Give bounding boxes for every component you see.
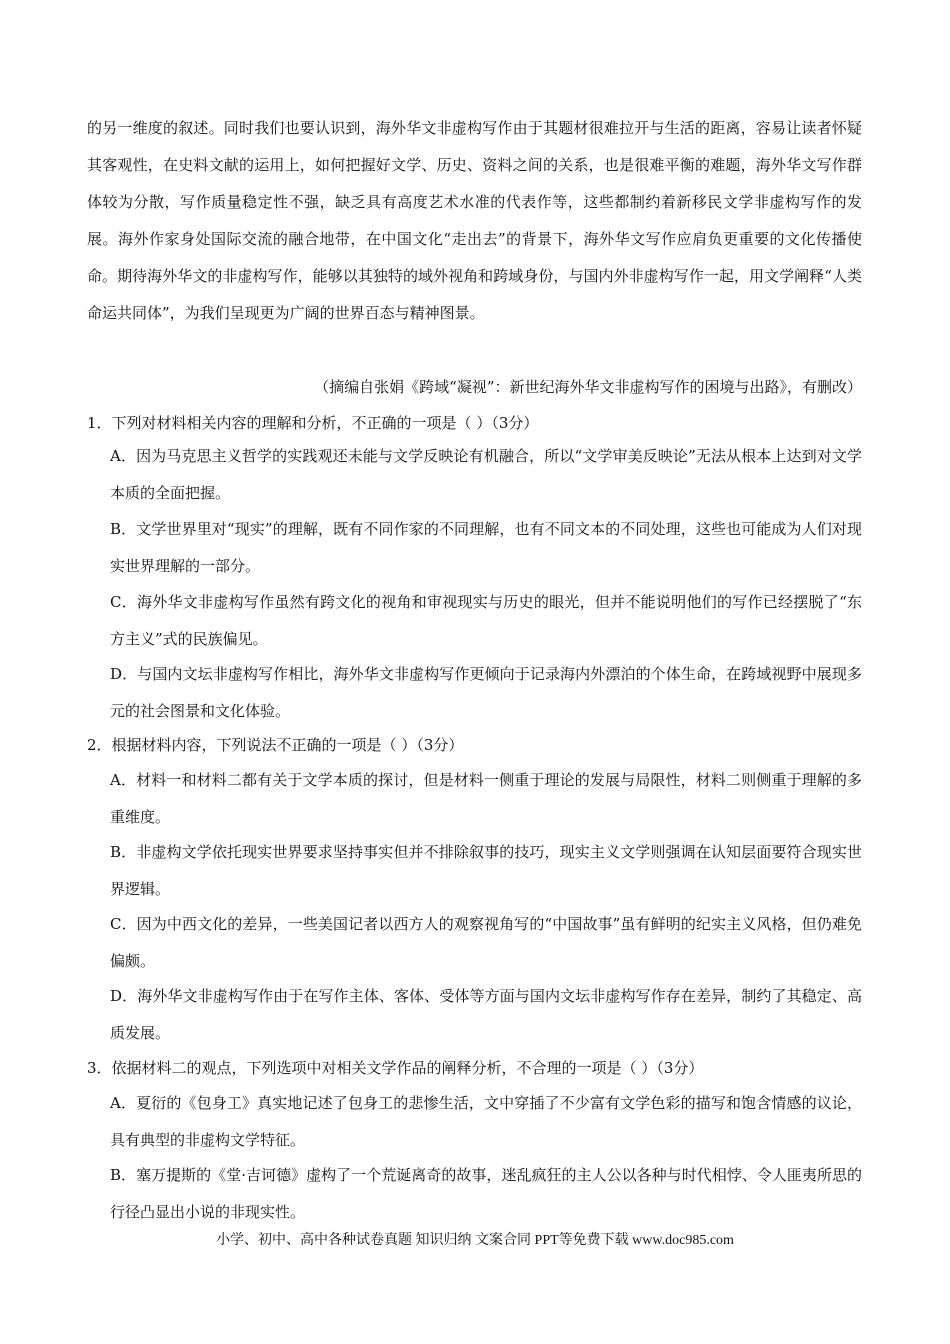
question-1-option-b: B．文学世界里对“现实”的理解，既有不同作家的不同理解，也有不同文本的不同处理，这些也可能成为人们对现实世界理解的一部分。 (110, 520, 862, 575)
question-3-option-a: A．夏衍的《包身工》真实地记述了包身工的悲惨生活，文中穿插了不少富有文学色彩的描写和饱含情感的议论，具有典型的非虚构文学特征。 (110, 1094, 862, 1149)
question-1-option-d: D．与国内文坛非虚构写作相比，海外华文非虚构写作更倾向于记录海内外漂泊的个体生命，在跨域视野中展现多元的社会图景和文化体验。 (110, 665, 862, 720)
question-2-stem: 2．根据材料内容，下列说法不正确的一项是（ ）（3分） (87, 736, 464, 754)
passage-source: （摘编自张娟《跨域“凝视”：新世纪海外华文非虚构写作的困境与出路》，有删改） (314, 378, 862, 396)
question-2-option-d: D．海外华文非虚构写作由于在写作主体、客体、受体等方面与国内文坛非虚构写作存在差异，制约了其稳定、高质发展。 (110, 987, 862, 1042)
question-1-option-a: A．因为马克思主义哲学的实践观还未能与文学反映论有机融合，所以“文学审美反映论”无法从根本上达到对文学本质的全面把握。 (110, 447, 862, 502)
question-1-stem: 1．下列对材料相关内容的理解和分析，不正确的一项是（ ）（3分） (87, 414, 539, 432)
passage-paragraph: 的另一维度的叙述。同时我们也要认识到，海外华文非虚构写作由于其题材很难拉开与生活的距离，容易让读者怀疑其客观性，在史料文献的运用上，如何把握好文学、历史、资料之间的关系，也是很难平衡的难题，海外华文写作群体较为分散，写作质量稳定性不强，缺乏具有高度艺术水准的代表作等，这些都制约着新移民文学非虚构写作的发展。海外作家身处国际交流的融合地带，在中国文化“走出去”的背景下，海外华文写作应肩负更重要的文化传播使命。期待海外华文的非虚构写作，能够以其独特的域外视角和跨域身份，与国内外非虚构写作一起，用文学阐释“人类命运共同体”，为我们呈现更为广阔的世界百态与精神图景。 (87, 119, 862, 322)
question-2-option-c: C．因为中西文化的差异，一些美国记者以西方人的观察视角写的“中国故事”虽有鲜明的纪实主义风格，但仍难免偏颇。 (110, 915, 862, 970)
question-3-stem: 3．依据材料二的观点，下列选项中对相关文学作品的阐释分析，不合理的一项是（ ）（3分） (87, 1059, 704, 1077)
page-footer: 小学、初中、高中各种试卷真题 知识归纳 文案合同 PPT等免费下载 www.doc985.com (216, 1233, 734, 1248)
question-1-option-c: C．海外华文非虚构写作虽然有跨文化的视角和审视现实与历史的眼光，但并不能说明他们的写作已经摆脱了“东方主义”式的民族偏见。 (110, 593, 862, 648)
question-2-option-a: A．材料一和材料二都有关于文学本质的探讨，但是材料一侧重于理论的发展与局限性，材料二则侧重于理解的多重维度。 (110, 771, 862, 826)
question-2-option-b: B．非虚构文学依托现实世界要求坚持事实但并不排除叙事的技巧，现实主义文学则强调在认知层面要符合现实世界逻辑。 (110, 843, 862, 898)
question-3-option-b: B．塞万提斯的《堂·吉诃德》虚构了一个荒诞离奇的故事，迷乱疯狂的主人公以各种与时代相悖、令人匪夷所思的行径凸显出小说的非现实性。 (110, 1166, 862, 1221)
